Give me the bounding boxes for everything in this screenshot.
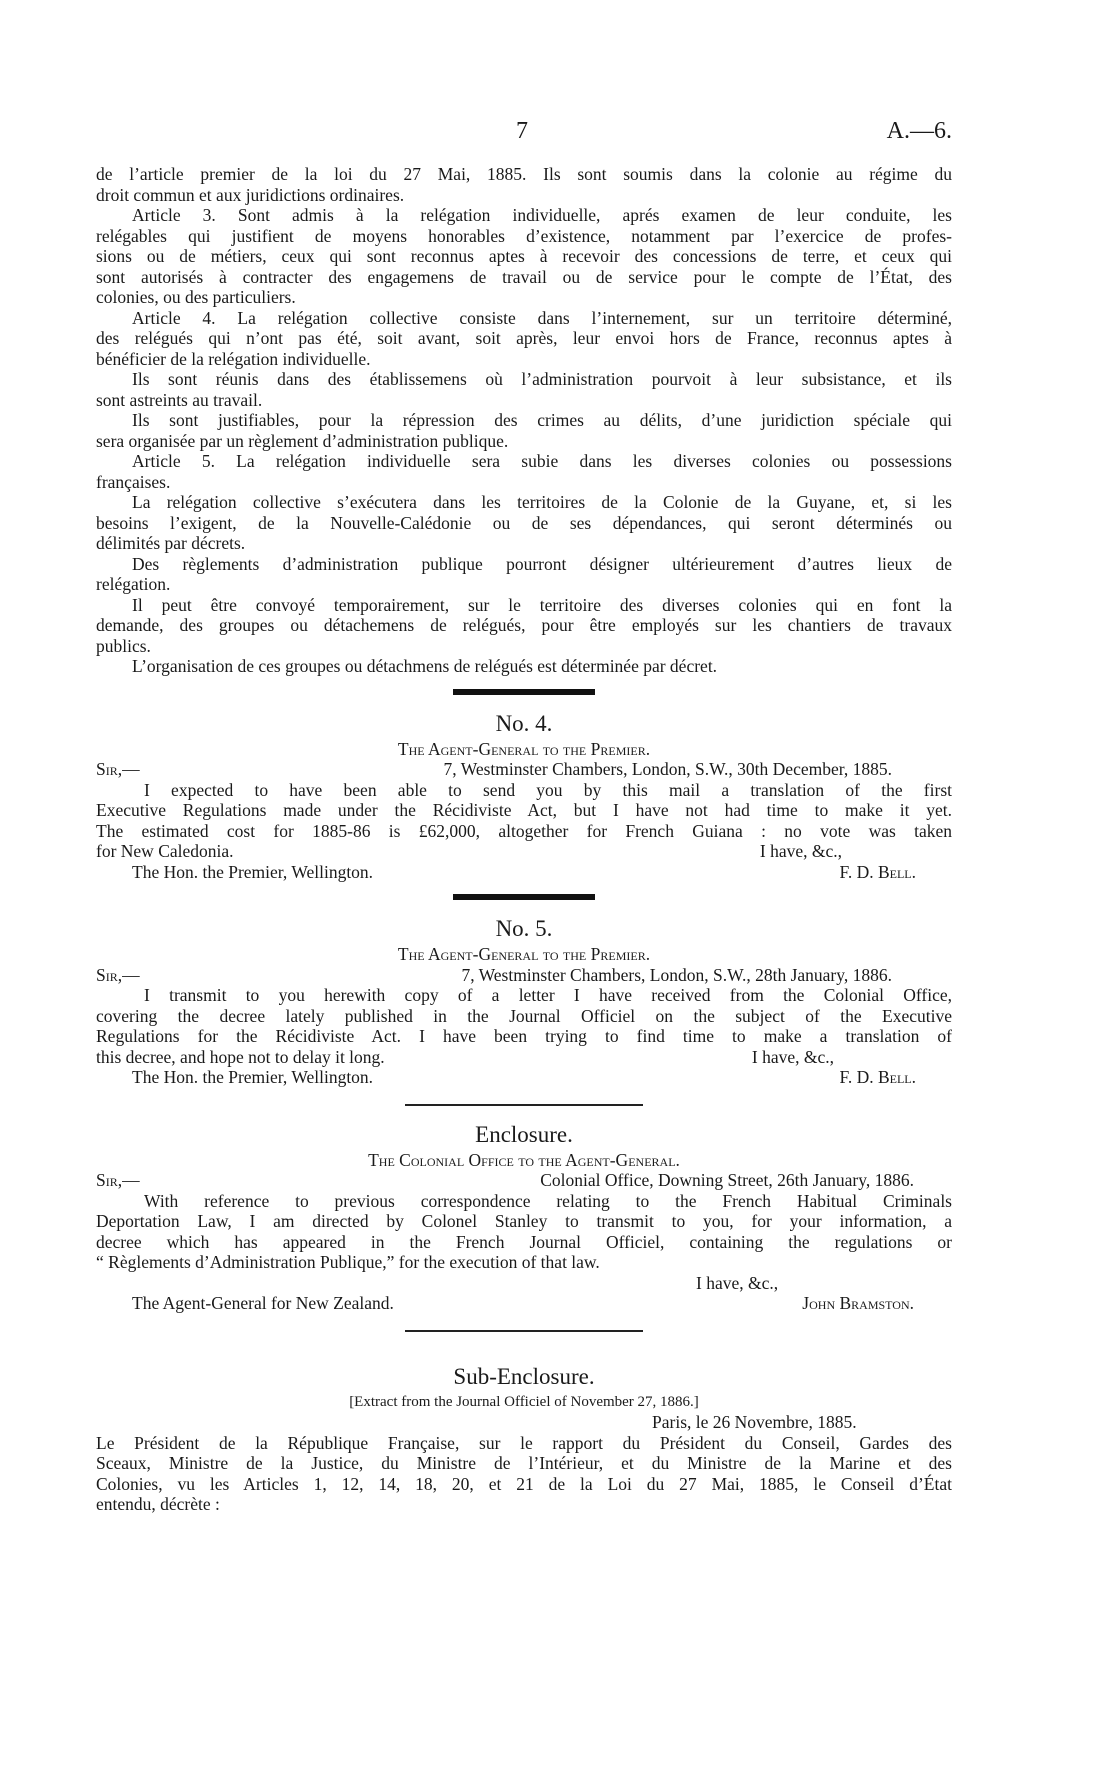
signature-row [96,862,952,883]
text-line: La relégation collective s’exécutera dans les territoires de la Colonie de la Guyane, et, si les [132,492,952,512]
text-line: “ Règlements d’Administration Publique,” for the execution of that law. [96,1252,600,1272]
document-body [96,164,952,1515]
text-line: besoins l’exigent, de la Nouvelle-Calédonie ou de ses dépendances, qui seront déterminés ou [96,512,952,533]
text-line: délimités par décrets. [96,533,246,553]
text-line: Article 5. La relégation individuelle sera subie dans les diverses colonies ou possessions [132,451,952,471]
closing: I have, &c., [751,1046,834,1067]
salutation: Sir,— [96,964,140,985]
text-line: Executive Regulations made under the Récidiviste Act, but I have not had time to make it yet. [96,800,952,820]
section-divider [405,1330,643,1332]
enclosure [96,1120,952,1314]
text-line: Sceaux, Ministre de la Justice, du Ministre de l’Intérieur, et du Ministre de la Marine et des [96,1453,952,1473]
text-line: des relégués qui n’ont pas été, soit avant, soit après, leur envoi hors de France, reconnus aptes à [96,328,952,348]
letter-no5 [96,914,952,1088]
text-line: L’organisation de ces groupes ou détachmens de relégués est déterminée par décret. [132,656,718,676]
text-line: sions ou de métiers, ceux qui sont reconnus aptes à recevoir des concessions de terre, et ceux qui [96,246,952,266]
text-line: relégables qui justifient de moyens honorables d’existence, notamment par l’exercice de profes- [96,225,952,246]
signature-row [96,1293,952,1314]
text-line: decree which has appeared in the French Journal Officiel, containing the regulations or [96,1231,952,1252]
text-line: With reference to previous correspondence relating to the French Habitual Criminals [144,1190,952,1211]
text-line: sont autorisés à contracter des engagemens de travail ou de service pour le compte de l’État, des [96,266,952,287]
text-line: sont astreints au travail. [96,389,263,410]
page-number: 7 [516,118,528,144]
sender-address: Colonial Office, Downing Street, 26th January, 1886. [540,1170,914,1190]
text-line: for New Caledonia. [96,841,234,861]
text-line: Des règlements d’administration publique pourront désigner ultérieurement d’autres lieux de [132,553,952,574]
letter-subheading: The Agent-General to the Premier. [397,944,651,964]
salutation: Sir,— [96,1170,140,1190]
signature: F. D. Bell. [839,1067,916,1087]
addressee: The Agent-General for New Zealand. [132,1293,394,1313]
text-line: Ils sont réunis dans des établissemens où l’administration pourvoit à leur subsistance, et ils [132,369,952,389]
letter-heading: No. 4. [495,710,553,736]
addressee: The Hon. the Premier, Wellington. [132,1067,374,1087]
salutation: Sir,— [96,759,140,779]
text-line: Il peut être convoyé temporairement, sur le territoire des diverses colonies qui en font la [132,594,952,615]
signature: F. D. Bell. [839,861,916,882]
text-line: Regulations for the Récidiviste Act. I have been trying to find time to make a translation of [96,1026,952,1046]
section-divider [453,894,595,900]
addressee: The Hon. the Premier, Wellington. [132,861,374,882]
salutation-row [96,759,952,780]
french-law-text [96,164,952,677]
salutation-row [96,1170,952,1191]
text-line: Le Président de la République Française, sur le rapport du Président du Conseil, Gardes des [96,1432,952,1453]
enclosure-subheading: The Colonial Office to the Agent-General. [368,1149,680,1170]
text-line: covering the decree lately published in the Journal Officiel on the subject of the Executive [96,1005,952,1026]
text-line: this decree, and hope not to delay it long. [96,1046,385,1067]
text-line: The estimated cost for 1885-86 is £62,000, altogether for French Guiana : no vote was taken [96,820,952,841]
sender-address: 7, Westminster Chambers, London, S.W., 30th December, 1885. [443,759,892,779]
text-line: bénéficier de la relégation individuelle. [96,348,371,369]
text-line: publics. [96,635,151,656]
text-line: demande, des groupes ou détachemens de relégués, pour être employés sur les chantiers de travaux [96,615,952,635]
text-line: Deportation Law, I am directed by Colonel Stanley to transmit to you, for your information, a [96,1211,952,1231]
dateline: Paris, le 26 Novembre, 1885. [652,1412,857,1432]
text-line: I expected to have been able to send you by this mail a translation of the first [144,779,952,800]
text-line: françaises. [96,471,171,492]
sender-address: 7, Westminster Chambers, London, S.W., 28th January, 1886. [461,964,892,985]
letter-subheading: The Agent-General to the Premier. [397,738,651,759]
sub-enclosure-heading: Sub-Enclosure. [453,1363,595,1389]
letter-no4 [96,709,952,883]
document-reference: A.—6. [886,118,952,144]
salutation-row [96,965,952,986]
text-line: Ils sont justifiables, pour la répression des crimes au délits, d’une juridiction spéciale qui [132,410,952,430]
signature: John Bramston. [802,1293,914,1313]
extract-note: [Extract from the Journal Officiel of November 27, 1886.] [349,1393,699,1410]
closing: I have, &c., [696,1272,779,1293]
text-line: Article 3. Sont admis à la relégation individuelle, aprés examen de leur conduite, les [132,205,952,225]
text-line: relégation. [96,574,171,594]
section-divider [405,1104,643,1106]
sub-enclosure [96,1362,952,1515]
signature-row [96,1067,952,1088]
closing-row [96,841,952,862]
text-line: entendu, décrète : [96,1494,220,1514]
text-line: colonies, ou des particuliers. [96,287,296,307]
closing: I have, &c., [759,841,842,861]
text-line: Colonies, vu les Articles 1, 12, 14, 18, 20, et 21 de la Loi du 27 Mai, 1885, le Conseil d’État [96,1473,952,1494]
section-divider [453,689,595,695]
text-line: I transmit to you herewith copy of a letter I have received from the Colonial Office, [144,985,952,1005]
text-line: de l’article premier de la loi du 27 Mai, 1885. Ils sont soumis dans la colonie au régime du [96,164,952,184]
closing-row [96,1047,952,1068]
text-line: droit commun et aux juridictions ordinaires. [96,184,405,205]
letter-heading: No. 5. [495,916,553,941]
text-line: sera organisée par un règlement d’administration publique. [96,430,509,451]
enclosure-heading: Enclosure. [475,1121,573,1147]
text-line: Article 4. La relégation collective consiste dans l’internement, sur un territoire déterminé, [132,307,952,328]
